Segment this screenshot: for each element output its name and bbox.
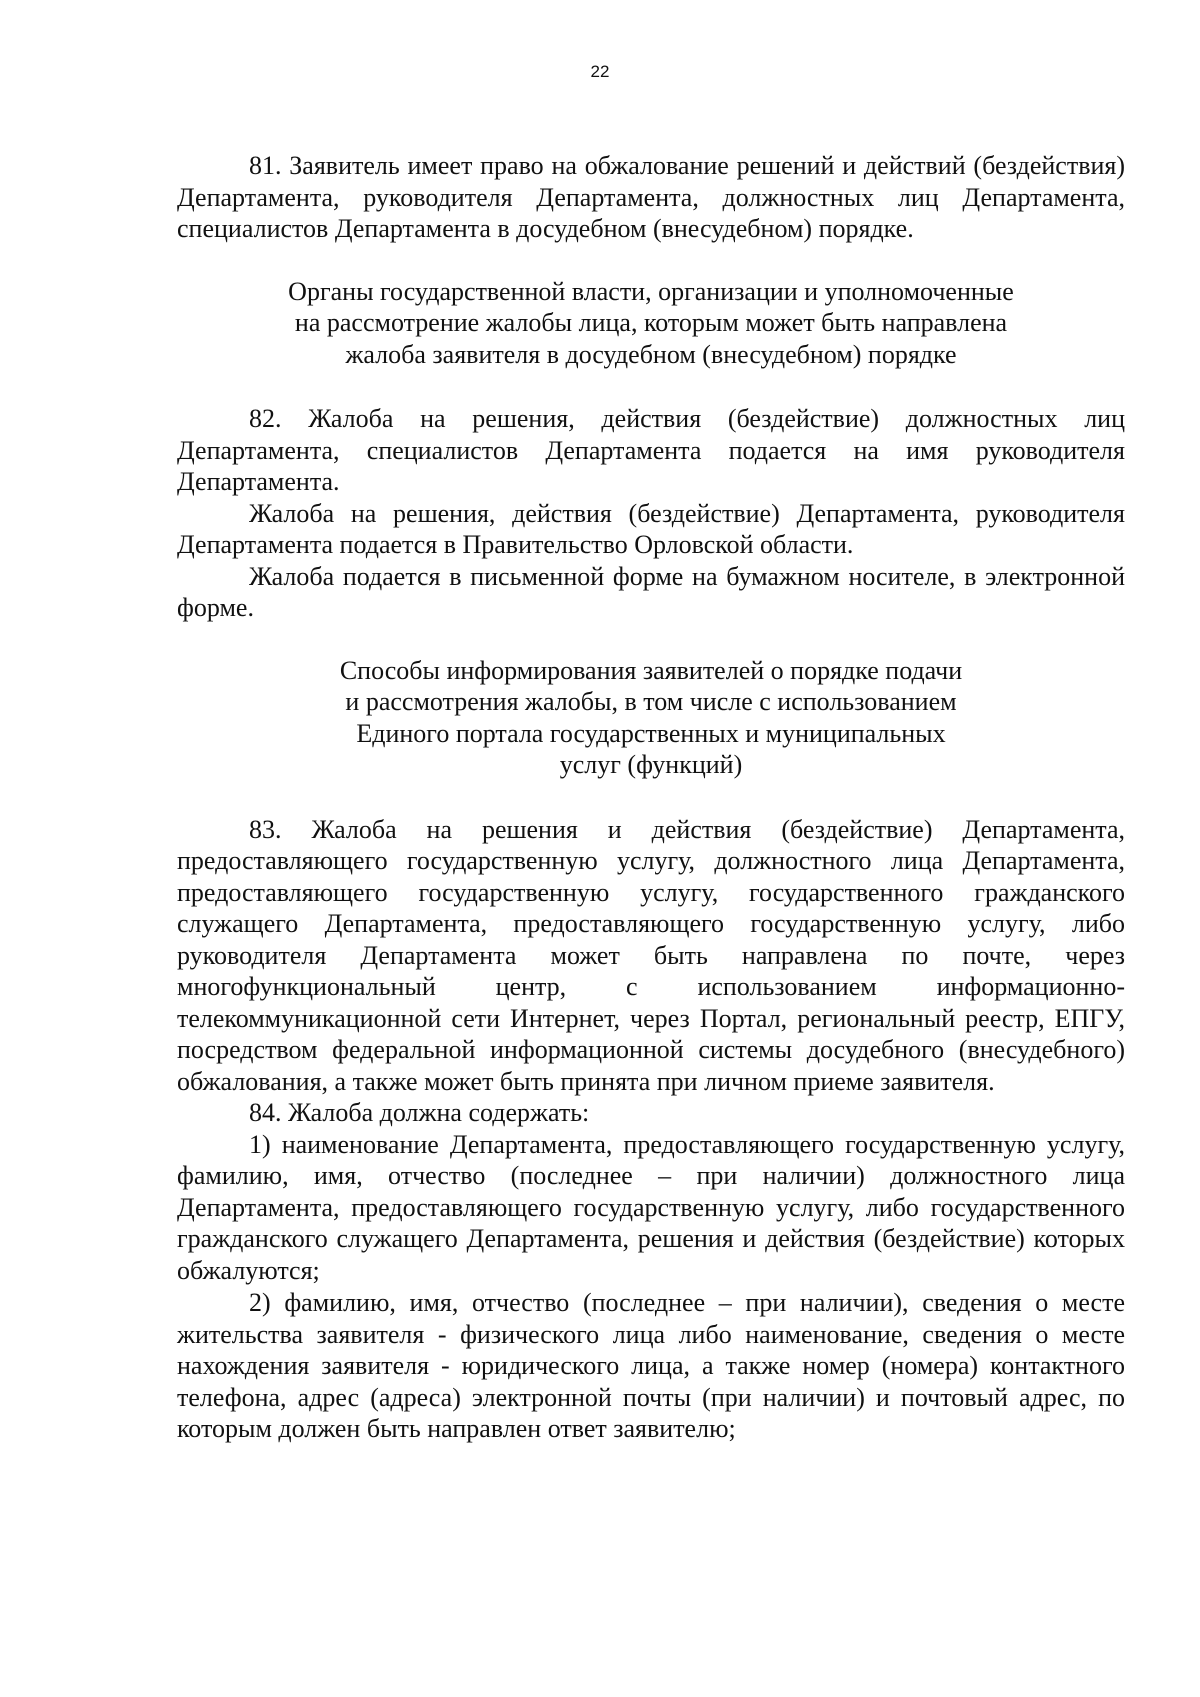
paragraph: 84. Жалоба должна содержать: [249, 1098, 590, 1127]
paragraph: 83. Жалоба на решения и действия (бездействие) Департамента, предоставляющего государственную услугу, должностного лица Департамента, предоставляющего государственную услугу, государственного гражданского служащего Департамента, предоставляющего государственную услугу, либо руководителя Департамента может быть направлена по почте, через многофункциональный центр, с использованием информационно-телекоммуникационной сети Интернет, через Портал, региональный реестр, ЕПГУ, посредством федеральной информационной системы досудебного (внесудебного) обжалования, а также может быть принята при личном приеме заявителя. [177, 814, 1125, 1096]
paragraph: 2) фамилию, имя, отчество (последнее – при наличии), сведения о месте жительства заявителя - физического лица либо наименование, сведения о месте нахождения заявителя - юридического лица, а также номер (номера) контактного телефона, адрес (адреса) электронной почты (при наличии) и почтовый адрес, по которым должен быть направлен ответ заявителю; [177, 1288, 1125, 1443]
section-heading [177, 276, 1125, 371]
paragraph: Жалоба на решения, действия (бездействие) Департамента, руководителя Департамента подается в Правительство Орловской области. [177, 498, 1125, 559]
section-heading-line: Способы информирования заявителей о порядке подачи [339, 655, 963, 685]
paragraph: 1) наименование Департамента, предоставляющего государственную услугу, фамилию, имя, отчество (последнее – при наличии) должностного лица Департамента, предоставляющего государственную услугу, либо государственного гражданского служащего Департамента, решения и действия (бездействие) которых обжалуются; [177, 1129, 1125, 1285]
paragraph: Жалоба подается в письменной форме на бумажном носителе, в электронной форме. [177, 561, 1125, 622]
section-heading-line: Единого портала государственных и муниципальных [356, 718, 946, 748]
section-heading-line: на рассмотрение жалобы лица, которым может быть направлена [294, 308, 1008, 337]
document-body [177, 150, 1125, 1445]
page-number: 22 [590, 62, 610, 81]
section-heading-line: услуг (функций) [559, 750, 743, 779]
paragraph: 81. Заявитель имеет право на обжалование решений и действий (бездействия) Департамента, руководителя Департамента, должностных лиц Департамента, специалистов Департамента в досудебном (внесудебном) порядке. [177, 151, 1125, 243]
section-heading [177, 655, 1125, 781]
paragraph: 82. Жалоба на решения, действия (бездействие) должностных лиц Департамента, специалистов Департамента подается на имя руководителя Департамента. [177, 404, 1125, 496]
section-heading-line: жалоба заявителя в досудебном (внесудебном) порядке [345, 339, 957, 369]
section-heading-line: Органы государственной власти, организации и уполномоченные [288, 276, 1014, 306]
section-heading-line: и рассмотрения жалобы, в том числе с использованием [345, 687, 957, 716]
